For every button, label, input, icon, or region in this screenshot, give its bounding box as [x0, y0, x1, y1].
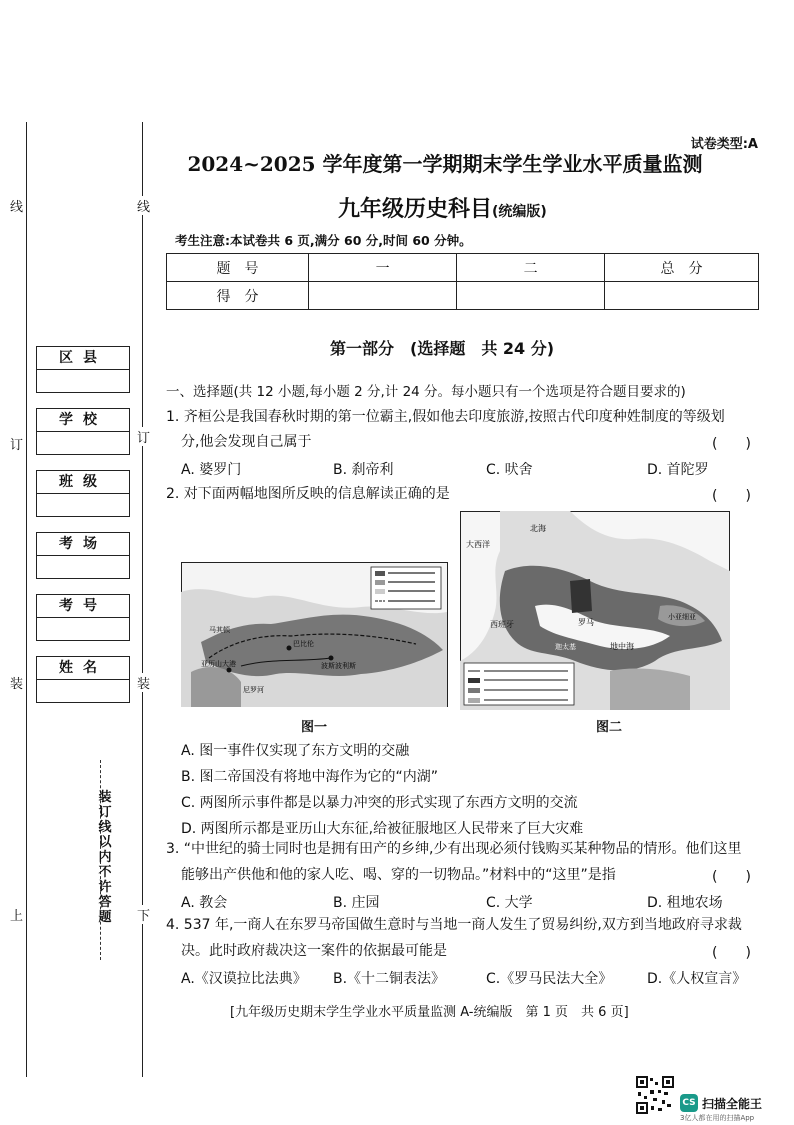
- field-class[interactable]: [36, 470, 130, 517]
- score-cell-part2[interactable]: [457, 282, 605, 310]
- q3-answer-paren[interactable]: ( ): [712, 869, 751, 885]
- scanner-tagline: 3亿人都在用的扫描App: [680, 1114, 755, 1122]
- field-name-label: 姓名: [37, 657, 129, 680]
- exam-title: 2024~2025 学年度第一学期期末学生学业水平质量监测: [187, 152, 703, 176]
- margin-char-left-4: 上: [10, 909, 24, 924]
- score-header-part2: 二: [457, 254, 605, 282]
- q2-option-c[interactable]: C. 两图所示事件都是以暴力冲突的形式实现了东西方文明的交流: [181, 795, 578, 811]
- q3-option-c[interactable]: C. 大学: [486, 895, 533, 911]
- q3-option-b[interactable]: B. 庄园: [333, 895, 380, 911]
- field-exam-room[interactable]: [36, 532, 130, 579]
- q2-option-d[interactable]: D. 两图所示都是亚历山大东征,给被征服地区人民带来了巨大灾难: [181, 821, 584, 837]
- scanner-name: 扫描全能王: [702, 1097, 763, 1111]
- score-header-part1: 一: [309, 254, 457, 282]
- figure2-map: [460, 511, 730, 710]
- part1-title: 第一部分 (选择题 共 24 分): [330, 339, 555, 358]
- margin-char-left-2: 订: [10, 438, 24, 453]
- q3-stem-line2: 能够出产供他和他的家人吃、喝、穿的一切物品。”材料中的“这里”是指: [181, 867, 616, 883]
- fig1-label-macedonia: 马其顿: [209, 626, 230, 634]
- field-name[interactable]: [36, 656, 130, 703]
- fig2-label-spain: 西班牙: [490, 620, 514, 629]
- q1-option-a[interactable]: A. 婆罗门: [181, 462, 242, 478]
- q2-option-a[interactable]: A. 图一事件仅实现了东方文明的交融: [181, 743, 410, 759]
- field-district[interactable]: [36, 346, 130, 393]
- fig2-label-north-sea: 北海: [530, 524, 546, 533]
- figure1-map: [181, 562, 448, 707]
- q1-option-d[interactable]: D. 首陀罗: [647, 462, 709, 478]
- score-table: [166, 253, 759, 310]
- qr-code-icon: [636, 1076, 674, 1114]
- fig2-label-mediterranean: 地中海: [610, 642, 634, 651]
- q1-stem-line1: 1. 齐桓公是我国春秋时期的第一位霸主,假如他去印度旅游,按照古代印度种姓制度的等级划: [166, 409, 725, 425]
- field-exam-number[interactable]: [36, 594, 130, 641]
- score-cell-total[interactable]: [605, 282, 759, 310]
- fig1-label-persepolis: 波斯波利斯: [321, 662, 356, 670]
- section-intro: 一、选择题(共 12 小题,每小题 2 分,计 24 分。每小题只有一个选项是符合题目要求的): [166, 384, 686, 400]
- camscanner-logo: [680, 1094, 698, 1112]
- fig2-label-carthage: 迦太基: [555, 643, 576, 651]
- paper-type: 试卷类型:A: [690, 137, 758, 152]
- q4-option-a[interactable]: A.《汉谟拉比法典》: [181, 971, 307, 987]
- q4-answer-paren[interactable]: ( ): [712, 945, 751, 961]
- q4-stem-line2: 决。此时政府裁决这一案件的依据最可能是: [181, 943, 447, 959]
- q1-stem-line2: 分,他会发现自己属于: [181, 434, 312, 450]
- field-district-label: 区县: [37, 347, 129, 370]
- fig2-label-atlantic: 大西洋: [466, 540, 490, 549]
- q3-option-d[interactable]: D. 租地农场: [647, 895, 723, 911]
- fig1-label-babylon: 巴比伦: [293, 640, 314, 648]
- fig2-label-rome: 罗马: [578, 618, 594, 627]
- field-exam-room-label: 考场: [37, 533, 129, 556]
- exam-notice: 考生注意:本试卷共 6 页,满分 60 分,时间 60 分钟。: [175, 233, 472, 248]
- score-header-total: 总 分: [605, 254, 759, 282]
- q2-option-b[interactable]: B. 图二帝国没有将地中海作为它的“内湖”: [181, 769, 439, 785]
- fig2-label-asia-minor: 小亚细亚: [668, 613, 696, 621]
- binding-line-right: [142, 122, 143, 1077]
- score-cell-part1[interactable]: [309, 282, 457, 310]
- edition: (统编版): [492, 204, 547, 220]
- figure2-caption: 图二: [596, 720, 623, 735]
- q1-option-b[interactable]: B. 刹帝利: [333, 462, 394, 478]
- q4-option-d[interactable]: D.《人权宣言》: [647, 971, 747, 987]
- margin-char-left-1: 线: [10, 200, 24, 215]
- margin-char-right-4: 下: [137, 905, 150, 924]
- margin-char-right-3: 装: [137, 673, 150, 692]
- margin-char-right-1: 线: [137, 196, 150, 215]
- q1-answer-paren[interactable]: ( ): [712, 436, 751, 452]
- score-table-score-row: [167, 282, 759, 310]
- q4-option-c[interactable]: C.《罗马民法大全》: [486, 971, 613, 987]
- camscanner-badge-text: CS: [682, 1098, 696, 1108]
- q4-stem-line1: 4. 537 年,一商人在东罗马帝国做生意时与当地一商人发生了贸易纠纷,双方到当地政府寻求裁: [166, 917, 742, 933]
- subject-title: [338, 192, 547, 223]
- field-school-label: 学校: [37, 409, 129, 432]
- q4-option-b[interactable]: B.《十二铜表法》: [333, 971, 446, 987]
- binding-line-left: [26, 122, 27, 1077]
- score-table-header-row: [167, 254, 759, 282]
- q3-stem-line1: 3. “中世纪的骑士同时也是拥有田产的乡绅,少有出现必须付钱购买某种物品的情形。他们这里: [166, 841, 742, 857]
- q2-stem: 2. 对下面两幅地图所反映的信息解读正确的是: [166, 486, 450, 502]
- field-school[interactable]: [36, 408, 130, 455]
- binding-warning: 装 订 线 以 内 不 许 答 题: [98, 790, 112, 925]
- q3-option-a[interactable]: A. 教会: [181, 895, 228, 911]
- score-row-label: 得 分: [167, 282, 309, 310]
- q1-option-c[interactable]: C. 吠舍: [486, 462, 533, 478]
- figure1-caption: 图一: [301, 720, 328, 735]
- margin-char-left-3: 装: [10, 677, 24, 692]
- score-header-item: 题 号: [167, 254, 309, 282]
- page-footer: [九年级历史期末学生学业水平质量监测 A-统编版 第 1 页 共 6 页]: [230, 1005, 629, 1020]
- q2-answer-paren[interactable]: ( ): [712, 488, 751, 504]
- field-exam-number-label: 考号: [37, 595, 129, 618]
- subject-name: 九年级历史科目: [338, 197, 493, 222]
- fig1-label-alexandria: 亚历山大港: [201, 660, 236, 668]
- fig1-label-nile: 尼罗河: [243, 686, 264, 694]
- field-class-label: 班级: [37, 471, 129, 494]
- margin-char-right-2: 订: [137, 427, 150, 446]
